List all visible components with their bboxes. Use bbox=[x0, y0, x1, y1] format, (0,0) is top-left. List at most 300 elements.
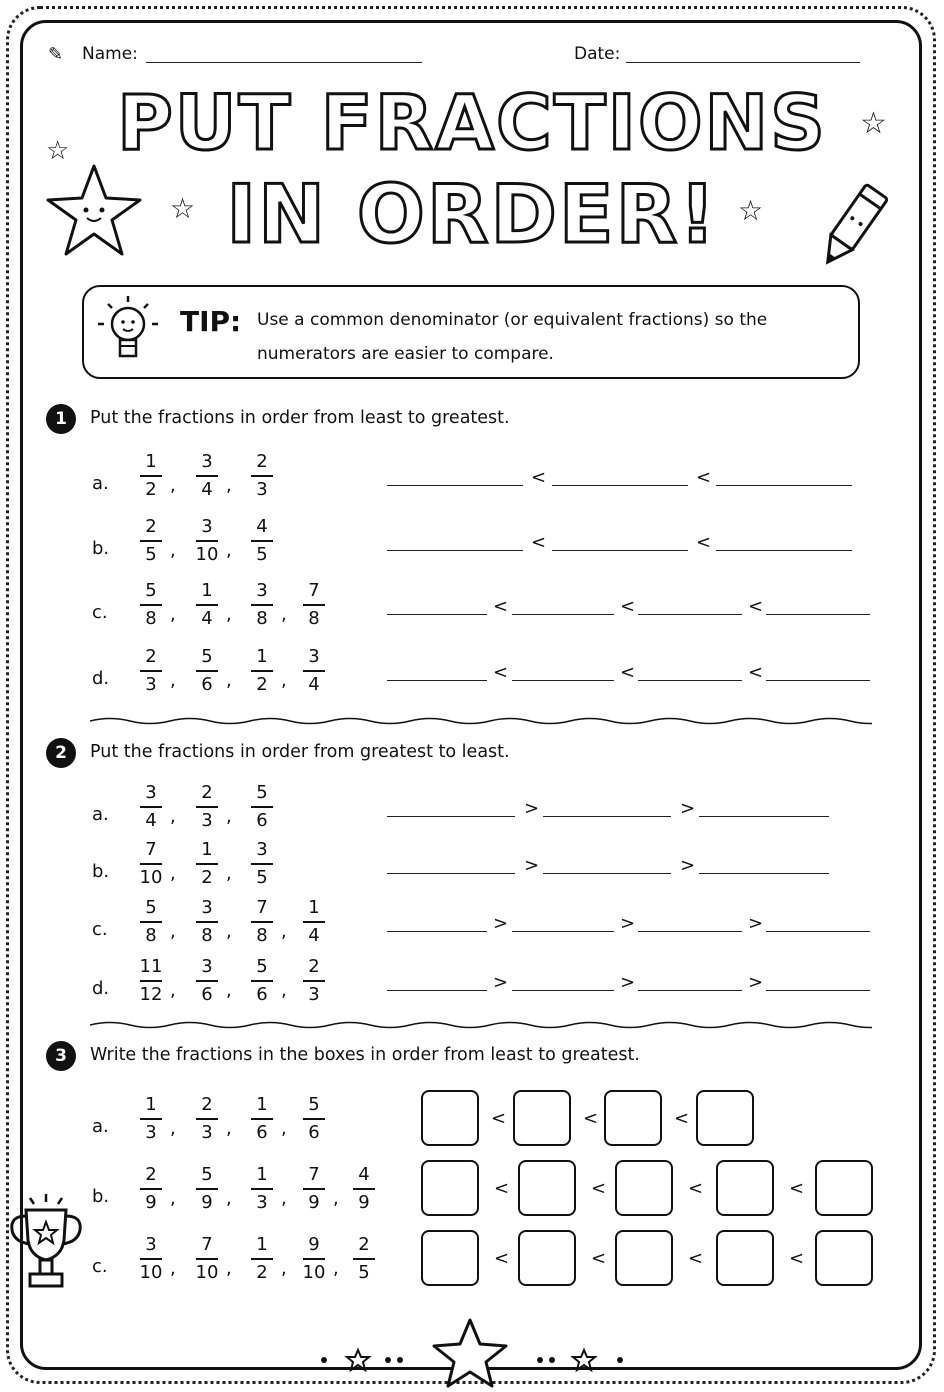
fraction-bar bbox=[140, 980, 162, 982]
fraction-bar bbox=[140, 1118, 162, 1120]
fraction bbox=[137, 580, 165, 630]
fraction-bar bbox=[303, 1118, 325, 1120]
date-field[interactable] bbox=[626, 62, 860, 63]
fraction bbox=[193, 897, 221, 947]
fraction bbox=[193, 956, 221, 1006]
comparison-symbol: < bbox=[591, 1248, 607, 1269]
comparison-symbol: < bbox=[620, 596, 636, 617]
comparison-symbol: < bbox=[493, 662, 509, 683]
answer-blank[interactable] bbox=[387, 550, 523, 551]
answer-blank[interactable] bbox=[512, 990, 614, 991]
fraction-bar bbox=[303, 921, 325, 923]
fraction bbox=[300, 956, 328, 1006]
fraction bbox=[248, 782, 276, 832]
answer-blank[interactable] bbox=[512, 680, 614, 681]
fraction bbox=[193, 1094, 221, 1144]
title-line-1: PUT FRACTIONS bbox=[117, 78, 827, 167]
numerator: 3 bbox=[201, 451, 213, 472]
answer-blank[interactable] bbox=[512, 931, 614, 932]
numerator: 3 bbox=[201, 897, 213, 918]
numerator: 7 bbox=[201, 1234, 213, 1255]
fraction bbox=[300, 1094, 328, 1144]
numerator: 3 bbox=[145, 1234, 157, 1255]
answer-blank[interactable] bbox=[638, 614, 742, 615]
item-letter: c. bbox=[92, 602, 108, 623]
fraction-bar bbox=[353, 1188, 375, 1190]
denominator: 3 bbox=[201, 1122, 213, 1143]
fraction-bar bbox=[140, 806, 162, 808]
fraction-bar bbox=[196, 1258, 218, 1260]
numerator: 5 bbox=[145, 897, 157, 918]
numerator: 3 bbox=[256, 839, 268, 860]
fraction-bar bbox=[140, 670, 162, 672]
denominator: 3 bbox=[308, 984, 320, 1005]
fraction-bar bbox=[196, 1188, 218, 1190]
numerator: 11 bbox=[139, 956, 163, 977]
numerator: 3 bbox=[308, 646, 320, 667]
fraction bbox=[248, 516, 276, 566]
denominator: 2 bbox=[256, 674, 268, 695]
item-letter: b. bbox=[92, 861, 110, 882]
answer-blank[interactable] bbox=[387, 931, 487, 932]
fraction-bar bbox=[140, 863, 162, 865]
comma: , bbox=[281, 604, 287, 625]
section-divider bbox=[90, 1020, 872, 1030]
denominator: 6 bbox=[256, 810, 268, 831]
fraction-bar bbox=[303, 980, 325, 982]
answer-box[interactable] bbox=[815, 1160, 873, 1216]
denominator: 3 bbox=[145, 1122, 157, 1143]
denominator: 2 bbox=[256, 1262, 268, 1283]
comma: , bbox=[226, 806, 232, 827]
comma: , bbox=[226, 670, 232, 691]
comma: , bbox=[226, 1258, 232, 1279]
fraction bbox=[137, 516, 165, 566]
fraction bbox=[137, 956, 165, 1006]
comma: , bbox=[170, 540, 176, 561]
numerator: 4 bbox=[358, 1164, 370, 1185]
comparison-symbol: > bbox=[493, 913, 509, 934]
answer-blank[interactable] bbox=[699, 873, 829, 874]
fraction-bar bbox=[140, 540, 162, 542]
fraction-bar bbox=[251, 921, 273, 923]
denominator: 5 bbox=[358, 1262, 370, 1283]
fraction-bar bbox=[140, 921, 162, 923]
date-label: Date: bbox=[574, 44, 621, 64]
fraction-bar bbox=[196, 670, 218, 672]
comma: , bbox=[170, 980, 176, 1001]
fraction bbox=[137, 646, 165, 696]
fraction bbox=[193, 1164, 221, 1214]
fraction-bar bbox=[196, 921, 218, 923]
denominator: 9 bbox=[201, 1192, 213, 1213]
fraction bbox=[137, 897, 165, 947]
fraction bbox=[137, 782, 165, 832]
numerator: 7 bbox=[145, 839, 157, 860]
numerator: 5 bbox=[145, 580, 157, 601]
denominator: 8 bbox=[308, 608, 320, 629]
comma: , bbox=[226, 540, 232, 561]
question-3-number: 3 bbox=[46, 1041, 76, 1071]
answer-blank[interactable] bbox=[552, 485, 688, 486]
answer-blank[interactable] bbox=[387, 680, 487, 681]
fraction bbox=[137, 1094, 165, 1144]
comparison-symbol: > bbox=[620, 913, 636, 934]
fraction-bar bbox=[251, 1258, 273, 1260]
comma: , bbox=[281, 1118, 287, 1139]
denominator: 6 bbox=[256, 1122, 268, 1143]
fraction bbox=[193, 580, 221, 630]
comparison-symbol: < bbox=[674, 1108, 690, 1129]
fraction-bar bbox=[303, 1188, 325, 1190]
fraction bbox=[193, 646, 221, 696]
item-letter: d. bbox=[92, 668, 110, 689]
comparison-symbol: > bbox=[748, 972, 764, 993]
comma: , bbox=[170, 1258, 176, 1279]
comparison-symbol: < bbox=[696, 467, 712, 488]
denominator: 12 bbox=[139, 984, 163, 1005]
answer-blank[interactable] bbox=[766, 990, 870, 991]
answer-blank[interactable] bbox=[543, 873, 671, 874]
fraction bbox=[350, 1164, 378, 1214]
comma: , bbox=[281, 980, 287, 1001]
denominator: 8 bbox=[145, 608, 157, 629]
comparison-symbol: < bbox=[748, 596, 764, 617]
fraction bbox=[350, 1234, 378, 1284]
comparison-symbol: < bbox=[591, 1178, 607, 1199]
comma: , bbox=[226, 475, 232, 496]
fraction-bar bbox=[251, 863, 273, 865]
numerator: 1 bbox=[256, 1234, 268, 1255]
denominator: 4 bbox=[201, 608, 213, 629]
numerator: 4 bbox=[256, 516, 268, 537]
star-icon: ☆ bbox=[46, 136, 70, 166]
denominator: 4 bbox=[201, 479, 213, 500]
fraction bbox=[248, 897, 276, 947]
denominator: 5 bbox=[256, 867, 268, 888]
question-2-text: Put the fractions in order from greatest to least. bbox=[90, 742, 510, 762]
numerator: 5 bbox=[201, 1164, 213, 1185]
answer-blank[interactable] bbox=[638, 680, 742, 681]
denominator: 8 bbox=[256, 925, 268, 946]
fraction bbox=[248, 1234, 276, 1284]
numerator: 1 bbox=[201, 580, 213, 601]
denominator: 3 bbox=[201, 810, 213, 831]
name-field[interactable] bbox=[146, 62, 422, 63]
numerator: 5 bbox=[256, 956, 268, 977]
fraction bbox=[248, 580, 276, 630]
comma: , bbox=[281, 670, 287, 691]
numerator: 9 bbox=[308, 1234, 320, 1255]
fraction-bar bbox=[140, 604, 162, 606]
item-letter: c. bbox=[92, 919, 108, 940]
answer-box[interactable] bbox=[518, 1160, 576, 1216]
question-1-number: 1 bbox=[46, 404, 76, 434]
denominator: 10 bbox=[195, 544, 219, 565]
denominator: 6 bbox=[256, 984, 268, 1005]
numerator: 1 bbox=[308, 897, 320, 918]
denominator: 5 bbox=[145, 544, 157, 565]
comparison-symbol: > bbox=[680, 798, 696, 819]
comparison-symbol: < bbox=[748, 662, 764, 683]
comparison-symbol: < bbox=[531, 532, 547, 553]
denominator: 8 bbox=[256, 608, 268, 629]
numerator: 3 bbox=[256, 580, 268, 601]
comparison-symbol: < bbox=[789, 1178, 805, 1199]
answer-blank[interactable] bbox=[387, 873, 515, 874]
question-3-text: Write the fractions in the boxes in order from least to greatest. bbox=[90, 1045, 640, 1065]
answer-blank[interactable] bbox=[766, 614, 870, 615]
fraction bbox=[248, 646, 276, 696]
numerator: 1 bbox=[145, 451, 157, 472]
tip-label: TIP: bbox=[180, 305, 242, 338]
denominator: 3 bbox=[256, 479, 268, 500]
numerator: 2 bbox=[201, 782, 213, 803]
fraction bbox=[137, 839, 165, 889]
answer-box[interactable] bbox=[421, 1160, 479, 1216]
comparison-symbol: < bbox=[583, 1108, 599, 1129]
denominator: 10 bbox=[139, 1262, 163, 1283]
question-2-number: 2 bbox=[46, 738, 76, 768]
star-icon: ☆ bbox=[170, 192, 196, 225]
numerator: 3 bbox=[201, 956, 213, 977]
fraction bbox=[248, 451, 276, 501]
fraction bbox=[300, 1164, 328, 1214]
denominator: 2 bbox=[201, 867, 213, 888]
fraction-bar bbox=[196, 475, 218, 477]
comparison-symbol: < bbox=[491, 1108, 507, 1129]
answer-blank[interactable] bbox=[766, 931, 870, 932]
answer-blank[interactable] bbox=[387, 816, 515, 817]
fraction-bar bbox=[196, 1118, 218, 1120]
comparison-symbol: > bbox=[680, 855, 696, 876]
fraction-bar bbox=[353, 1258, 375, 1260]
denominator: 10 bbox=[195, 1262, 219, 1283]
fraction-bar bbox=[196, 980, 218, 982]
denominator: 6 bbox=[308, 1122, 320, 1143]
footer-star-decoration bbox=[290, 1312, 650, 1388]
fraction-bar bbox=[196, 604, 218, 606]
fraction bbox=[248, 839, 276, 889]
numerator: 5 bbox=[201, 646, 213, 667]
denominator: 3 bbox=[145, 674, 157, 695]
comparison-symbol: < bbox=[531, 467, 547, 488]
fraction-bar bbox=[303, 1258, 325, 1260]
numerator: 2 bbox=[201, 1094, 213, 1115]
fraction-bar bbox=[303, 670, 325, 672]
pencil-icon bbox=[808, 176, 898, 276]
item-letter: c. bbox=[92, 1256, 108, 1277]
fraction bbox=[137, 451, 165, 501]
numerator: 1 bbox=[201, 839, 213, 860]
answer-blank[interactable] bbox=[387, 485, 523, 486]
answer-blank[interactable] bbox=[543, 816, 671, 817]
numerator: 2 bbox=[308, 956, 320, 977]
numerator: 3 bbox=[145, 782, 157, 803]
denominator: 6 bbox=[201, 984, 213, 1005]
fraction-bar bbox=[251, 604, 273, 606]
fraction-bar bbox=[140, 1188, 162, 1190]
question-1-text: Put the fractions in order from least to greatest. bbox=[90, 408, 510, 428]
numerator: 2 bbox=[145, 516, 157, 537]
comparison-symbol: < bbox=[494, 1248, 510, 1269]
comparison-symbol: < bbox=[620, 662, 636, 683]
fraction bbox=[300, 897, 328, 947]
answer-blank[interactable] bbox=[387, 614, 487, 615]
comma: , bbox=[170, 806, 176, 827]
numerator: 3 bbox=[201, 516, 213, 537]
answer-blank[interactable] bbox=[552, 550, 688, 551]
pencil-small-icon: ✎ bbox=[48, 44, 64, 65]
comma: , bbox=[281, 921, 287, 942]
numerator: 2 bbox=[145, 646, 157, 667]
denominator: 2 bbox=[145, 479, 157, 500]
denominator: 4 bbox=[308, 925, 320, 946]
comma: , bbox=[226, 1188, 232, 1209]
comma: , bbox=[281, 1188, 287, 1209]
fraction-bar bbox=[196, 540, 218, 542]
answer-box[interactable] bbox=[615, 1230, 673, 1286]
comma: , bbox=[226, 863, 232, 884]
answer-box[interactable] bbox=[518, 1230, 576, 1286]
comparison-symbol: < bbox=[688, 1178, 704, 1199]
answer-blank[interactable] bbox=[512, 614, 614, 615]
comma: , bbox=[170, 921, 176, 942]
fraction bbox=[193, 782, 221, 832]
fraction bbox=[300, 1234, 328, 1284]
numerator: 2 bbox=[358, 1234, 370, 1255]
comma: , bbox=[226, 980, 232, 1001]
fraction-bar bbox=[251, 475, 273, 477]
answer-box[interactable] bbox=[604, 1090, 662, 1146]
section-divider bbox=[90, 716, 872, 726]
comparison-symbol: > bbox=[620, 972, 636, 993]
answer-blank[interactable] bbox=[638, 931, 742, 932]
fraction-bar bbox=[251, 540, 273, 542]
denominator: 9 bbox=[308, 1192, 320, 1213]
comparison-symbol: > bbox=[748, 913, 764, 934]
answer-box[interactable] bbox=[815, 1230, 873, 1286]
comma: , bbox=[170, 1188, 176, 1209]
numerator: 5 bbox=[256, 782, 268, 803]
star-icon: ☆ bbox=[738, 194, 764, 227]
answer-blank[interactable] bbox=[716, 550, 852, 551]
comma: , bbox=[170, 863, 176, 884]
answer-box[interactable] bbox=[716, 1160, 774, 1216]
answer-blank[interactable] bbox=[638, 990, 742, 991]
answer-box[interactable] bbox=[421, 1230, 479, 1286]
comma: , bbox=[170, 1118, 176, 1139]
fraction-bar bbox=[140, 1258, 162, 1260]
tip-text: Use a common denominator (or equivalent fractions) so the numerators are easier to compare. bbox=[257, 310, 768, 364]
name-label: Name: bbox=[82, 44, 138, 64]
fraction bbox=[193, 516, 221, 566]
denominator: 9 bbox=[358, 1192, 370, 1213]
denominator: 10 bbox=[302, 1262, 326, 1283]
item-letter: a. bbox=[92, 1116, 109, 1137]
comma: , bbox=[170, 670, 176, 691]
denominator: 6 bbox=[201, 674, 213, 695]
comparison-symbol: > bbox=[524, 798, 540, 819]
numerator: 1 bbox=[256, 1094, 268, 1115]
numerator: 2 bbox=[145, 1164, 157, 1185]
fraction-bar bbox=[251, 1118, 273, 1120]
smiling-star-icon bbox=[42, 160, 146, 260]
fraction bbox=[193, 839, 221, 889]
lightbulb-icon bbox=[96, 292, 160, 372]
fraction bbox=[300, 646, 328, 696]
trophy-icon bbox=[4, 1190, 88, 1304]
answer-box[interactable] bbox=[696, 1090, 754, 1146]
comparison-symbol: < bbox=[688, 1248, 704, 1269]
star-icon: ☆ bbox=[860, 106, 887, 141]
denominator: 8 bbox=[201, 925, 213, 946]
denominator: 10 bbox=[139, 867, 163, 888]
comparison-symbol: < bbox=[789, 1248, 805, 1269]
denominator: 8 bbox=[145, 925, 157, 946]
comma: , bbox=[333, 1188, 339, 1209]
numerator: 1 bbox=[256, 646, 268, 667]
fraction-bar bbox=[251, 1188, 273, 1190]
comma: , bbox=[226, 604, 232, 625]
numerator: 1 bbox=[145, 1094, 157, 1115]
comma: , bbox=[281, 1258, 287, 1279]
fraction bbox=[300, 580, 328, 630]
fraction bbox=[248, 1164, 276, 1214]
answer-box[interactable] bbox=[716, 1230, 774, 1286]
item-letter: b. bbox=[92, 1186, 110, 1207]
comparison-symbol: > bbox=[493, 972, 509, 993]
fraction bbox=[248, 1094, 276, 1144]
fraction bbox=[193, 1234, 221, 1284]
numerator: 7 bbox=[308, 1164, 320, 1185]
denominator: 9 bbox=[145, 1192, 157, 1213]
fraction-bar bbox=[251, 980, 273, 982]
numerator: 7 bbox=[256, 897, 268, 918]
fraction-bar bbox=[140, 475, 162, 477]
title-line-2: IN ORDER! bbox=[226, 168, 718, 261]
comparison-symbol: < bbox=[493, 596, 509, 617]
fraction-bar bbox=[251, 670, 273, 672]
item-letter: d. bbox=[92, 978, 110, 999]
fraction-bar bbox=[196, 863, 218, 865]
denominator: 4 bbox=[145, 810, 157, 831]
item-letter: a. bbox=[92, 804, 109, 825]
denominator: 4 bbox=[308, 674, 320, 695]
comparison-symbol: < bbox=[494, 1178, 510, 1199]
fraction bbox=[248, 956, 276, 1006]
answer-blank[interactable] bbox=[716, 485, 852, 486]
numerator: 7 bbox=[308, 580, 320, 601]
numerator: 5 bbox=[308, 1094, 320, 1115]
comparison-symbol: < bbox=[696, 532, 712, 553]
answer-blank[interactable] bbox=[766, 680, 870, 681]
comma: , bbox=[333, 1258, 339, 1279]
item-letter: b. bbox=[92, 538, 110, 559]
numerator: 2 bbox=[256, 451, 268, 472]
fraction-bar bbox=[196, 806, 218, 808]
comma: , bbox=[170, 475, 176, 496]
denominator: 5 bbox=[256, 544, 268, 565]
answer-box[interactable] bbox=[615, 1160, 673, 1216]
numerator: 1 bbox=[256, 1164, 268, 1185]
answer-box[interactable] bbox=[513, 1090, 571, 1146]
answer-blank[interactable] bbox=[699, 816, 829, 817]
answer-blank[interactable] bbox=[387, 990, 487, 991]
answer-box[interactable] bbox=[421, 1090, 479, 1146]
fraction bbox=[137, 1164, 165, 1214]
fraction-bar bbox=[303, 604, 325, 606]
